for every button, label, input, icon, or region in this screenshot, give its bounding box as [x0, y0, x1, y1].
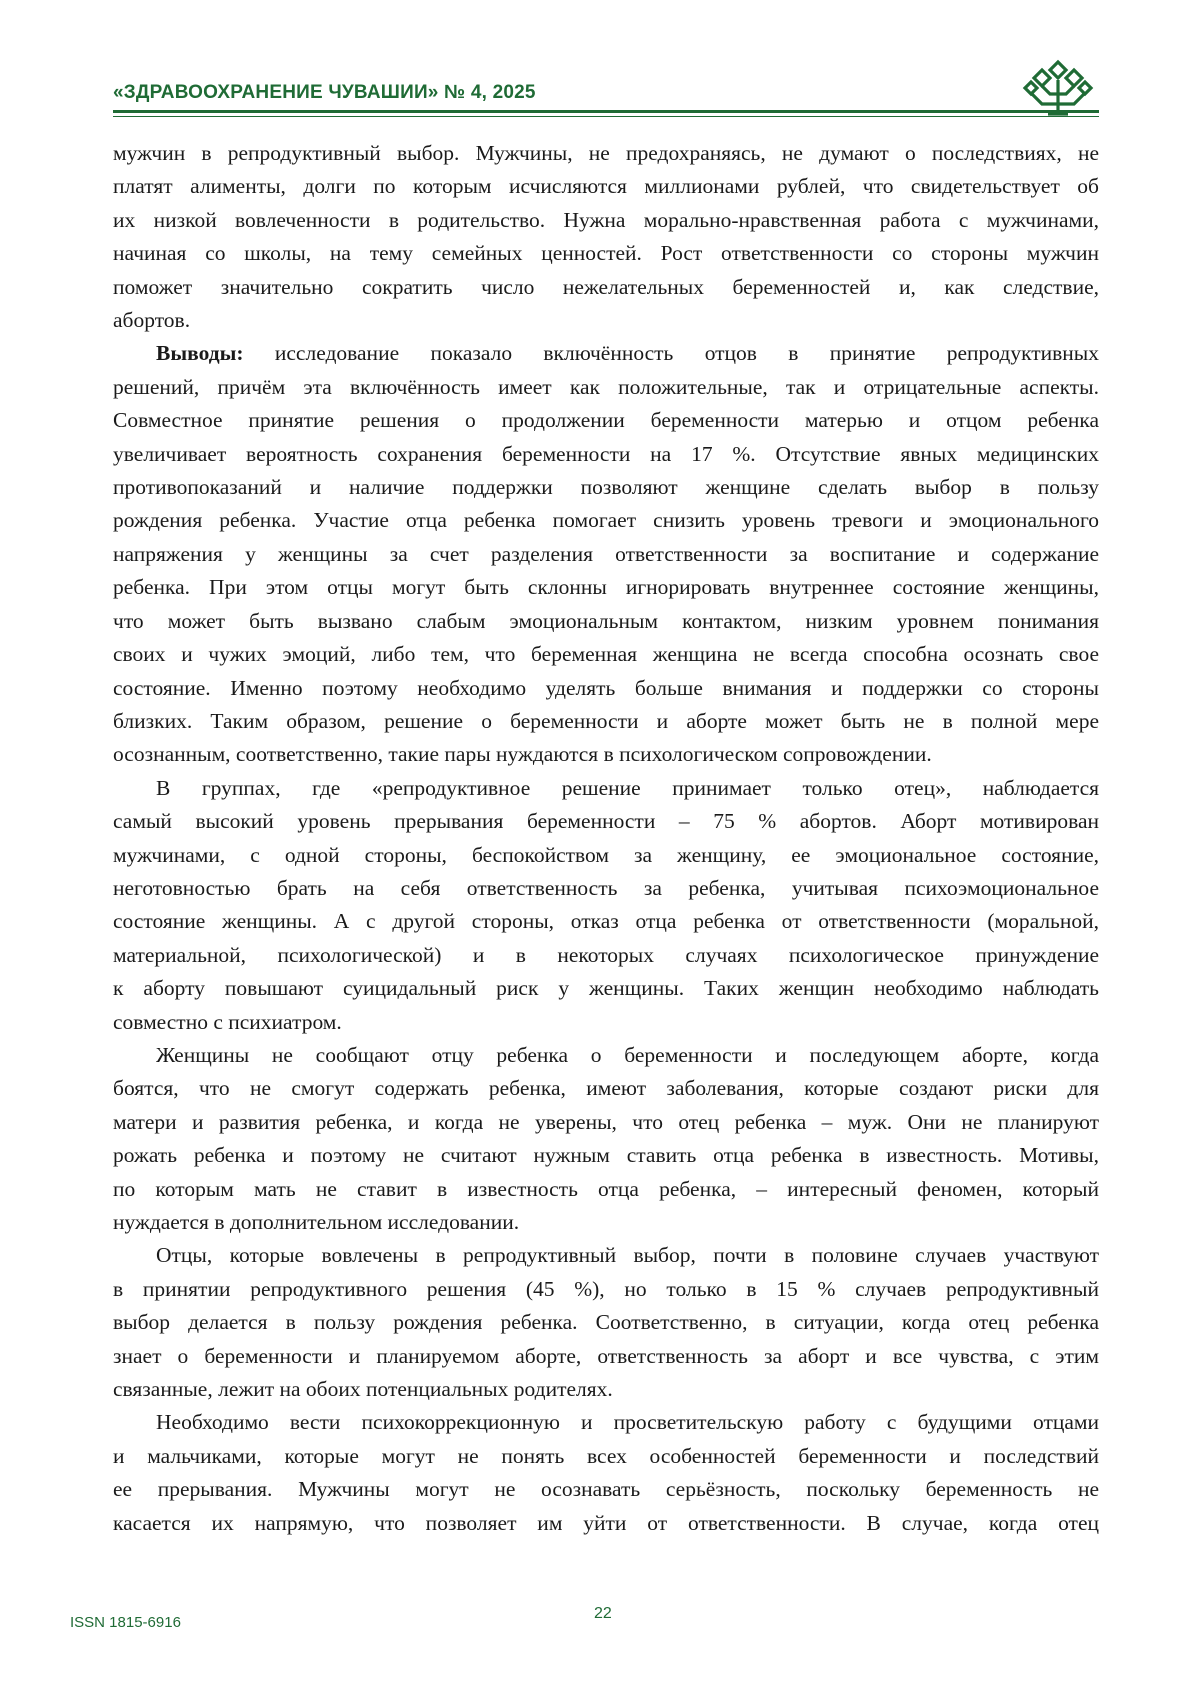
- text-line: мужчинами, с одной стороны, беспокойством за женщину, ее эмоциональное состояние,: [113, 842, 1099, 867]
- header-rule-thick: [113, 110, 1099, 113]
- page-number: 22: [594, 1605, 612, 1622]
- text-line: касается их напрямую, что позволяет им уйти от ответственности. В случае, когда отец: [113, 1510, 1099, 1535]
- text-line: состояние женщины. А с другой стороны, отказ отца ребенка от ответственности (моральной,: [113, 909, 1099, 934]
- text-line: их низкой вовлеченности в родительство. Нужна морально-нравственная работа с мужчинами,: [113, 207, 1099, 232]
- text-line: выбор делается в пользу рождения ребенка. Соответственно, в ситуации, когда отец ребенка: [113, 1310, 1099, 1335]
- paragraph: [113, 772, 1099, 1039]
- journal-title: «ЗДРАВООХРАНЕНИЕ ЧУВАШИИ» № 4, 2025: [113, 82, 536, 103]
- text-line: знает о беременности и планируемом аборте, ответственность за аборт и все чувства, с этим: [113, 1343, 1099, 1368]
- header-rule-thin: [113, 116, 1099, 117]
- text-line: материальной, психологической) и в некоторых случаях психологическое принуждение: [113, 942, 1099, 967]
- text-line: состояние. Именно поэтому необходимо уделять больше внимания и поддержки со стороны: [113, 675, 1099, 700]
- text-line: [113, 337, 1099, 370]
- text-line: осознанным, соответственно, такие пары нуждаются в психологическом сопровождении.: [113, 742, 932, 767]
- text-line: начиная со школы, на тему семейных ценностей. Рост ответственности со стороны мужчин: [113, 241, 1099, 266]
- text-line: рождения ребенка. Участие отца ребенка помогает снизить уровень тревоги и эмоционального: [113, 508, 1099, 533]
- text-line: рожать ребенка и поэтому не считают нужным ставить отца ребенка в известность. Мотивы,: [113, 1143, 1099, 1168]
- text-line: нуждается в дополнительном исследовании.: [113, 1210, 520, 1234]
- text-line: близких. Таким образом, решение о беременности и аборте может быть не в полной мере: [113, 708, 1099, 733]
- text-line: абортов.: [113, 308, 191, 333]
- text-line: Женщины не сообщают отцу ребенка о беременности и последующем аборте, когда: [156, 1042, 1099, 1067]
- text-line: Необходимо вести психокоррекционную и просветительскую работу с будущими отцами: [156, 1410, 1099, 1435]
- text-run: исследование показало включённость отцов в принятие репродуктивных: [243, 341, 1099, 366]
- paragraph: [113, 1239, 1099, 1406]
- text-line: и мальчиками, которые могут не понять всех особенностей беременности и последствий: [113, 1443, 1099, 1468]
- text-line: к аборту повышают суицидальный риск у женщины. Таких женщин необходимо наблюдать: [113, 976, 1099, 1001]
- text-line: что может быть вызвано слабым эмоциональным контактом, низким уровнем понимания: [113, 608, 1099, 633]
- paragraph: [113, 1406, 1099, 1540]
- text-line: матери и развития ребенка, и когда не уверены, что отец ребенка – муж. Они не планируют: [113, 1109, 1099, 1134]
- conclusions-heading: Выводы:: [156, 341, 244, 366]
- text-line: неготовностью брать на себя ответственность за ребенка, учитывая психоэмоциональное: [113, 875, 1099, 900]
- text-line: напряжения у женщины за счет разделения ответственности за воспитание и содержание: [113, 541, 1099, 566]
- chuvash-tree-ornament-icon: [1022, 58, 1094, 116]
- text-line: связанные, лежит на обоих потенциальных родителях.: [113, 1377, 613, 1402]
- text-line: В группах, где «репродуктивное решение принимает только отец», наблюдается: [156, 775, 1099, 800]
- text-line: платят алименты, долги по которым исчисляются миллионами рублей, что свидетельствует об: [113, 174, 1099, 199]
- text-line: противопоказаний и наличие поддержки позволяют женщине сделать выбор в пользу: [113, 475, 1099, 500]
- text-line: мужчин в репродуктивный выбор. Мужчины, не предохраняясь, не думают о последствиях, не: [113, 141, 1099, 165]
- text-line: ребенка. При этом отцы могут быть склонны игнорировать внутреннее состояние женщины,: [113, 575, 1099, 600]
- text-line: Совместное принятие решения о продолжении беременности матерью и отцом ребенка: [113, 408, 1099, 433]
- text-line: по которым мать не ставит в известность отца ребенка, – интересный феномен, который: [113, 1176, 1099, 1201]
- paragraph: [113, 1039, 1099, 1239]
- text-line: Отцы, которые вовлечены в репродуктивный выбор, почти в половине случаев участвуют: [156, 1243, 1099, 1268]
- text-line: решений, причём эта включённость имеет как положительные, так и отрицательные аспекты.: [113, 374, 1099, 399]
- text-line: поможет значительно сократить число нежелательных беременностей и, как следствие,: [113, 274, 1099, 299]
- article-body: [113, 137, 1099, 1540]
- text-line: своих и чужих эмоций, либо тем, что беременная женщина не всегда способна осознать свое: [113, 642, 1099, 667]
- text-line: самый высокий уровень прерывания беременности – 75 % абортов. Аборт мотивирован: [113, 809, 1099, 834]
- text-line: боятся, что не смогут содержать ребенка, имеют заболевания, которые создают риски для: [113, 1076, 1099, 1101]
- paragraph-conclusions: [113, 337, 1099, 771]
- text-line: ее прерывания. Мужчины могут не осознавать серьёзность, поскольку беременность не: [113, 1477, 1099, 1502]
- text-line: увеличивает вероятность сохранения беременности на 17 %. Отсутствие явных медицинских: [113, 441, 1099, 466]
- text-line: совместно с психиатром.: [113, 1009, 342, 1034]
- paragraph: [113, 137, 1099, 337]
- issn-label: ISSN 1815-6916: [70, 1614, 181, 1631]
- text-line: в принятии репродуктивного решения (45 %), но только в 15 % случаев репродуктивный: [113, 1276, 1099, 1301]
